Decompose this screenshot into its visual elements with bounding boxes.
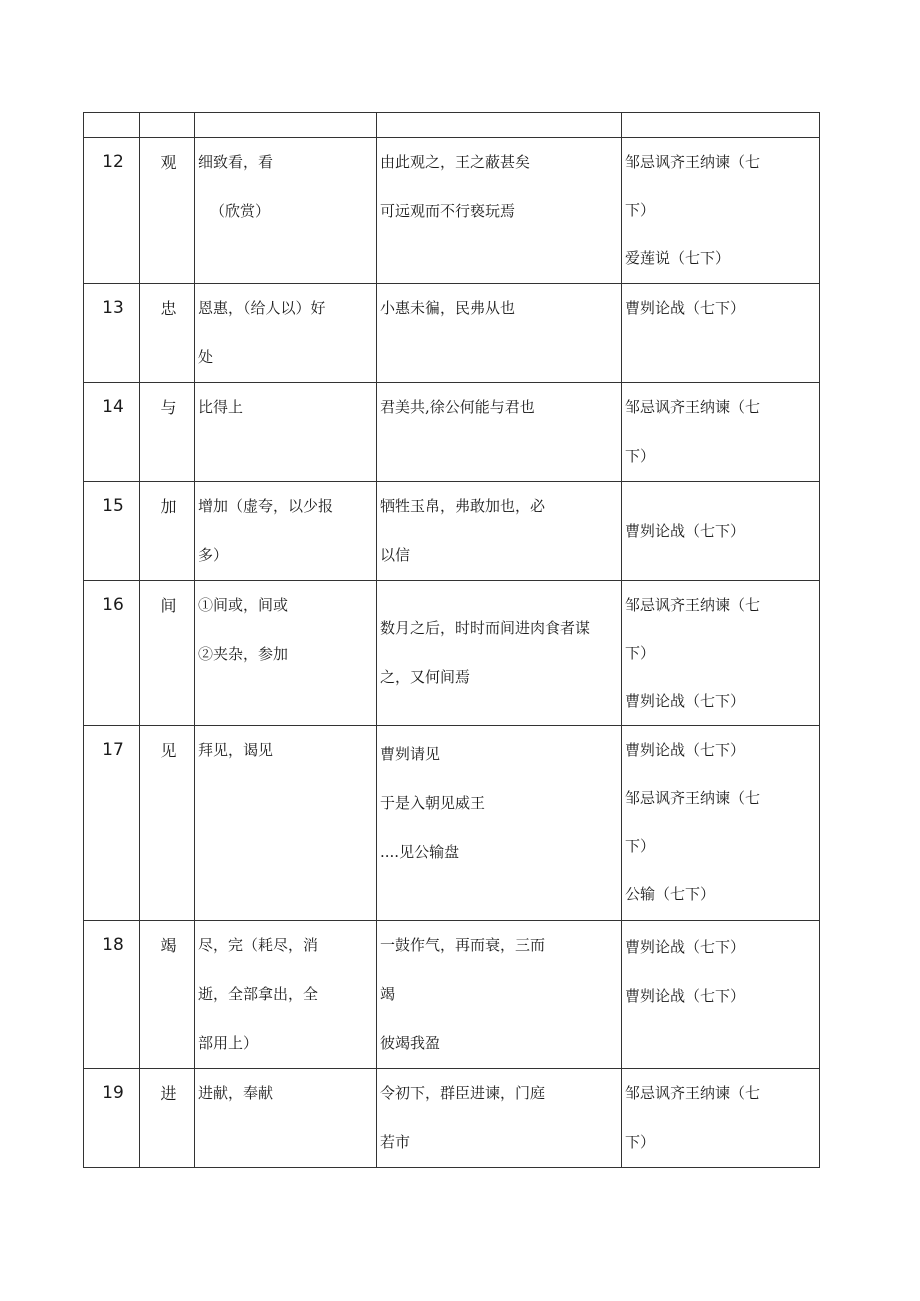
word-character: 观 <box>140 138 195 284</box>
table-row <box>84 138 820 284</box>
source-line: 曹刿论战（七下） <box>625 741 746 759</box>
example-cell <box>377 138 622 284</box>
meaning-line: （欣赏） <box>210 202 271 220</box>
source-cell <box>622 383 820 482</box>
example-line: 一鼓作气，再而衰，三而 <box>380 936 546 954</box>
example-cell <box>377 383 622 482</box>
example-line: 于是入朝见威王 <box>380 794 486 812</box>
example-line: 可远观而不行亵玩焉 <box>380 202 516 220</box>
table-row <box>84 921 820 1069</box>
source-line: 下） <box>625 1133 656 1151</box>
example-line: 彼竭我盈 <box>380 1034 441 1052</box>
source-line: 曹刿论战（七下） <box>625 299 746 317</box>
table-row <box>84 383 820 482</box>
example-line: 以信 <box>380 546 411 564</box>
source-line: 下） <box>625 644 656 662</box>
source-cell <box>622 284 820 383</box>
meaning-line: 逝，全部拿出，全 <box>198 985 319 1003</box>
example-line: 君美共,徐公何能与君也 <box>380 398 535 416</box>
meaning-line: 恩惠，（给人以）好 <box>198 299 326 317</box>
table-row <box>84 581 820 726</box>
meaning-line: 进献，奉献 <box>198 1084 274 1102</box>
example-line: 若市 <box>380 1133 411 1151</box>
example-line: 之，又何间焉 <box>380 668 471 686</box>
meaning-line: 处 <box>198 348 214 366</box>
source-line: 下） <box>625 447 656 465</box>
source-line: 下） <box>625 837 656 855</box>
word-character: 忠 <box>140 284 195 383</box>
word-character: 竭 <box>140 921 195 1069</box>
meaning-line: 尽，完（耗尽，消 <box>198 936 319 954</box>
meaning-line: 增加（虚夸，以少报 <box>198 497 334 515</box>
row-number: 15 <box>84 482 140 581</box>
example-line: 竭 <box>380 985 396 1003</box>
source-line: 曹刿论战（七下） <box>625 521 746 540</box>
source-line: 下） <box>625 201 656 219</box>
row-number: 13 <box>84 284 140 383</box>
example-line: 小惠未徧，民弗从也 <box>380 299 516 317</box>
meaning-cell <box>195 726 377 921</box>
example-cell <box>377 482 622 581</box>
row-number: 16 <box>84 581 140 726</box>
source-line: 邹忌讽齐王纳谏（七 <box>625 398 761 416</box>
example-line: 数月之后，时时而间进肉食者谋 <box>380 619 591 637</box>
meaning-line: 拜见，谒见 <box>198 741 274 759</box>
source-cell <box>622 921 820 1069</box>
source-cell <box>622 138 820 284</box>
word-character: 间 <box>140 581 195 726</box>
example-cell <box>377 284 622 383</box>
meaning-line: ②夹杂，参加 <box>198 645 289 663</box>
source-line: 曹刿论战（七下） <box>625 987 746 1005</box>
table-row <box>84 482 820 581</box>
row-number: 17 <box>84 726 140 921</box>
word-character: 见 <box>140 726 195 921</box>
header-cell <box>377 113 622 138</box>
table-header-row <box>84 113 820 138</box>
source-line: 邹忌讽齐王纳谏（七 <box>625 153 761 171</box>
example-line: 牺牲玉帛，弗敢加也，必 <box>380 497 546 515</box>
table-row <box>84 284 820 383</box>
source-line: 邹忌讽齐王纳谏（七 <box>625 1084 761 1102</box>
source-line: 曹刿论战（七下） <box>625 692 746 710</box>
header-cell <box>622 113 820 138</box>
meaning-cell <box>195 482 377 581</box>
meaning-line: 多） <box>198 546 229 564</box>
meaning-cell <box>195 921 377 1069</box>
table-row <box>84 1069 820 1168</box>
source-line: 爱莲说（七下） <box>625 249 731 267</box>
source-cell <box>622 726 820 921</box>
meaning-cell <box>195 138 377 284</box>
word-character: 加 <box>140 482 195 581</box>
source-line: 曹刿论战（七下） <box>625 938 746 956</box>
vocabulary-table <box>83 112 820 1168</box>
source-cell <box>622 482 820 581</box>
meaning-cell <box>195 284 377 383</box>
source-line: 公输（七下） <box>625 885 716 903</box>
meaning-line: 部用上） <box>198 1034 259 1052</box>
word-character: 与 <box>140 383 195 482</box>
meaning-cell <box>195 383 377 482</box>
meaning-line: 比得上 <box>198 398 244 416</box>
table-row <box>84 726 820 921</box>
example-line: 令初下，群臣进谏，门庭 <box>380 1084 546 1102</box>
example-line: ....见公输盘 <box>380 843 460 861</box>
row-number: 19 <box>84 1069 140 1168</box>
row-number: 18 <box>84 921 140 1069</box>
meaning-cell <box>195 1069 377 1168</box>
row-number: 12 <box>84 138 140 284</box>
source-cell <box>622 581 820 726</box>
example-cell <box>377 921 622 1069</box>
example-cell <box>377 726 622 921</box>
example-cell <box>377 581 622 726</box>
header-cell <box>84 113 140 138</box>
meaning-cell <box>195 581 377 726</box>
header-cell <box>195 113 377 138</box>
example-line: 由此观之，王之蔽甚矣 <box>380 153 531 171</box>
header-cell <box>140 113 195 138</box>
meaning-line: ①间或，间或 <box>198 596 289 614</box>
example-line: 曹刿请见 <box>380 745 441 763</box>
meaning-line: 细致看，看 <box>198 153 274 171</box>
source-line: 邹忌讽齐王纳谏（七 <box>625 789 761 807</box>
example-cell <box>377 1069 622 1168</box>
word-character: 进 <box>140 1069 195 1168</box>
source-line: 邹忌讽齐王纳谏（七 <box>625 596 761 614</box>
row-number: 14 <box>84 383 140 482</box>
source-cell <box>622 1069 820 1168</box>
